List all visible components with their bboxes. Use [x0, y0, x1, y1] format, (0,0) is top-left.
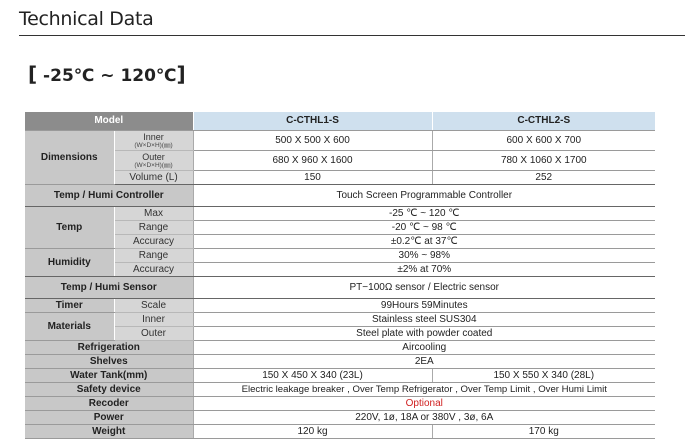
materials-inner-row [25, 313, 655, 327]
dimensions-label: Dimensions [25, 131, 114, 185]
timer-row [25, 299, 655, 313]
temp-range-value: -20 ℃ ~ 98 ℃ [193, 221, 655, 235]
dimensions-outer-value-1: 680 X 960 X 1600 [193, 151, 432, 171]
range-close-bracket: ] [176, 62, 186, 86]
volume-label: Volume (L) [114, 171, 193, 185]
water-tank-value-2: 150 X 550 X 340 (28L) [432, 369, 655, 383]
controller-label: Temp / Humi Controller [25, 185, 193, 207]
outer-unit-text: (W×D×H)(㎜) [134, 162, 173, 169]
dimensions-volume-row [25, 171, 655, 185]
timer-value: 99Hours 59Minutes [193, 299, 655, 313]
outer-label-text: Outer [142, 152, 165, 162]
weight-label: Weight [25, 425, 193, 439]
safety-row [25, 383, 655, 397]
humidity-range-label: Range [114, 249, 193, 263]
shelves-row [25, 355, 655, 369]
power-label: Power [25, 411, 193, 425]
materials-outer-value: Steel plate with powder coated [193, 327, 655, 341]
humidity-label: Humidity [25, 249, 114, 277]
dimensions-inner-row [25, 131, 655, 151]
refrigeration-label: Refrigeration [25, 341, 193, 355]
recoder-row [25, 397, 655, 411]
dimensions-inner-value-1: 500 X 500 X 600 [193, 131, 432, 151]
timer-label: Timer [25, 299, 114, 313]
timer-scale-label: Scale [114, 299, 193, 313]
shelves-label: Shelves [25, 355, 193, 369]
table-header-row [25, 112, 655, 131]
materials-inner-value: Stainless steel SUS304 [193, 313, 655, 327]
humidity-accuracy-value: ±2% at 70% [193, 263, 655, 277]
controller-value: Touch Screen Programmable Controller [193, 185, 655, 207]
spec-table [25, 112, 655, 439]
temp-range-label: Range [114, 221, 193, 235]
volume-value-1: 150 [193, 171, 432, 185]
materials-inner-label: Inner [114, 313, 193, 327]
weight-value-1: 120 kg [193, 425, 432, 439]
safety-label: Safety device [25, 383, 193, 397]
temp-range-row [25, 221, 655, 235]
range-text: -25℃ ~ 120℃ [37, 66, 177, 86]
weight-value-2: 170 kg [432, 425, 655, 439]
sensor-value: PT−100Ω sensor / Electric sensor [193, 277, 655, 299]
safety-value: Electric leakage breaker , Over Temp Refrigerator , Over Temp Limit , Over Humi Limit [193, 383, 655, 397]
volume-value-2: 252 [432, 171, 655, 185]
materials-outer-label: Outer [114, 327, 193, 341]
shelves-value: 2EA [193, 355, 655, 369]
inner-label-text: Inner [143, 132, 164, 142]
dimensions-outer-label [114, 151, 193, 171]
title-divider [19, 35, 685, 36]
power-row [25, 411, 655, 425]
water-tank-value-1: 150 X 450 X 340 (23L) [193, 369, 432, 383]
refrigeration-value: Aircooling [193, 341, 655, 355]
model-column-2: C-CTHL2-S [432, 112, 655, 131]
model-column-1: C-CTHL1-S [193, 112, 432, 131]
water-tank-row [25, 369, 655, 383]
temp-accuracy-value: ±0.2℃ at 37℃ [193, 235, 655, 249]
refrigeration-row [25, 341, 655, 355]
temp-max-row [25, 207, 655, 221]
dimensions-outer-row [25, 151, 655, 171]
temp-accuracy-row [25, 235, 655, 249]
humidity-accuracy-row [25, 263, 655, 277]
page-title: Technical Data [19, 8, 154, 30]
materials-outer-row [25, 327, 655, 341]
dimensions-inner-label [114, 131, 193, 151]
temp-accuracy-label: Accuracy [114, 235, 193, 249]
range-open-bracket: [ [28, 62, 38, 86]
humidity-range-row [25, 249, 655, 263]
power-value: 220V, 1ø, 18A or 380V , 3ø, 6A [193, 411, 655, 425]
sensor-row [25, 277, 655, 299]
dimensions-outer-value-2: 780 X 1060 X 1700 [432, 151, 655, 171]
controller-row [25, 185, 655, 207]
water-tank-label: Water Tank(mm) [25, 369, 193, 383]
inner-unit-text: (W×D×H)(㎜) [134, 142, 173, 149]
humidity-accuracy-label: Accuracy [114, 263, 193, 277]
temperature-range-heading [28, 62, 186, 86]
materials-label: Materials [25, 313, 114, 341]
humidity-range-value: 30% ~ 98% [193, 249, 655, 263]
recoder-value: Optional [193, 397, 655, 411]
model-header: Model [25, 112, 193, 131]
dimensions-inner-value-2: 600 X 600 X 700 [432, 131, 655, 151]
temp-label: Temp [25, 207, 114, 249]
temp-max-label: Max [114, 207, 193, 221]
recoder-label: Recoder [25, 397, 193, 411]
weight-row [25, 425, 655, 439]
temp-max-value: -25 ℃ ~ 120 ℃ [193, 207, 655, 221]
sensor-label: Temp / Humi Sensor [25, 277, 193, 299]
